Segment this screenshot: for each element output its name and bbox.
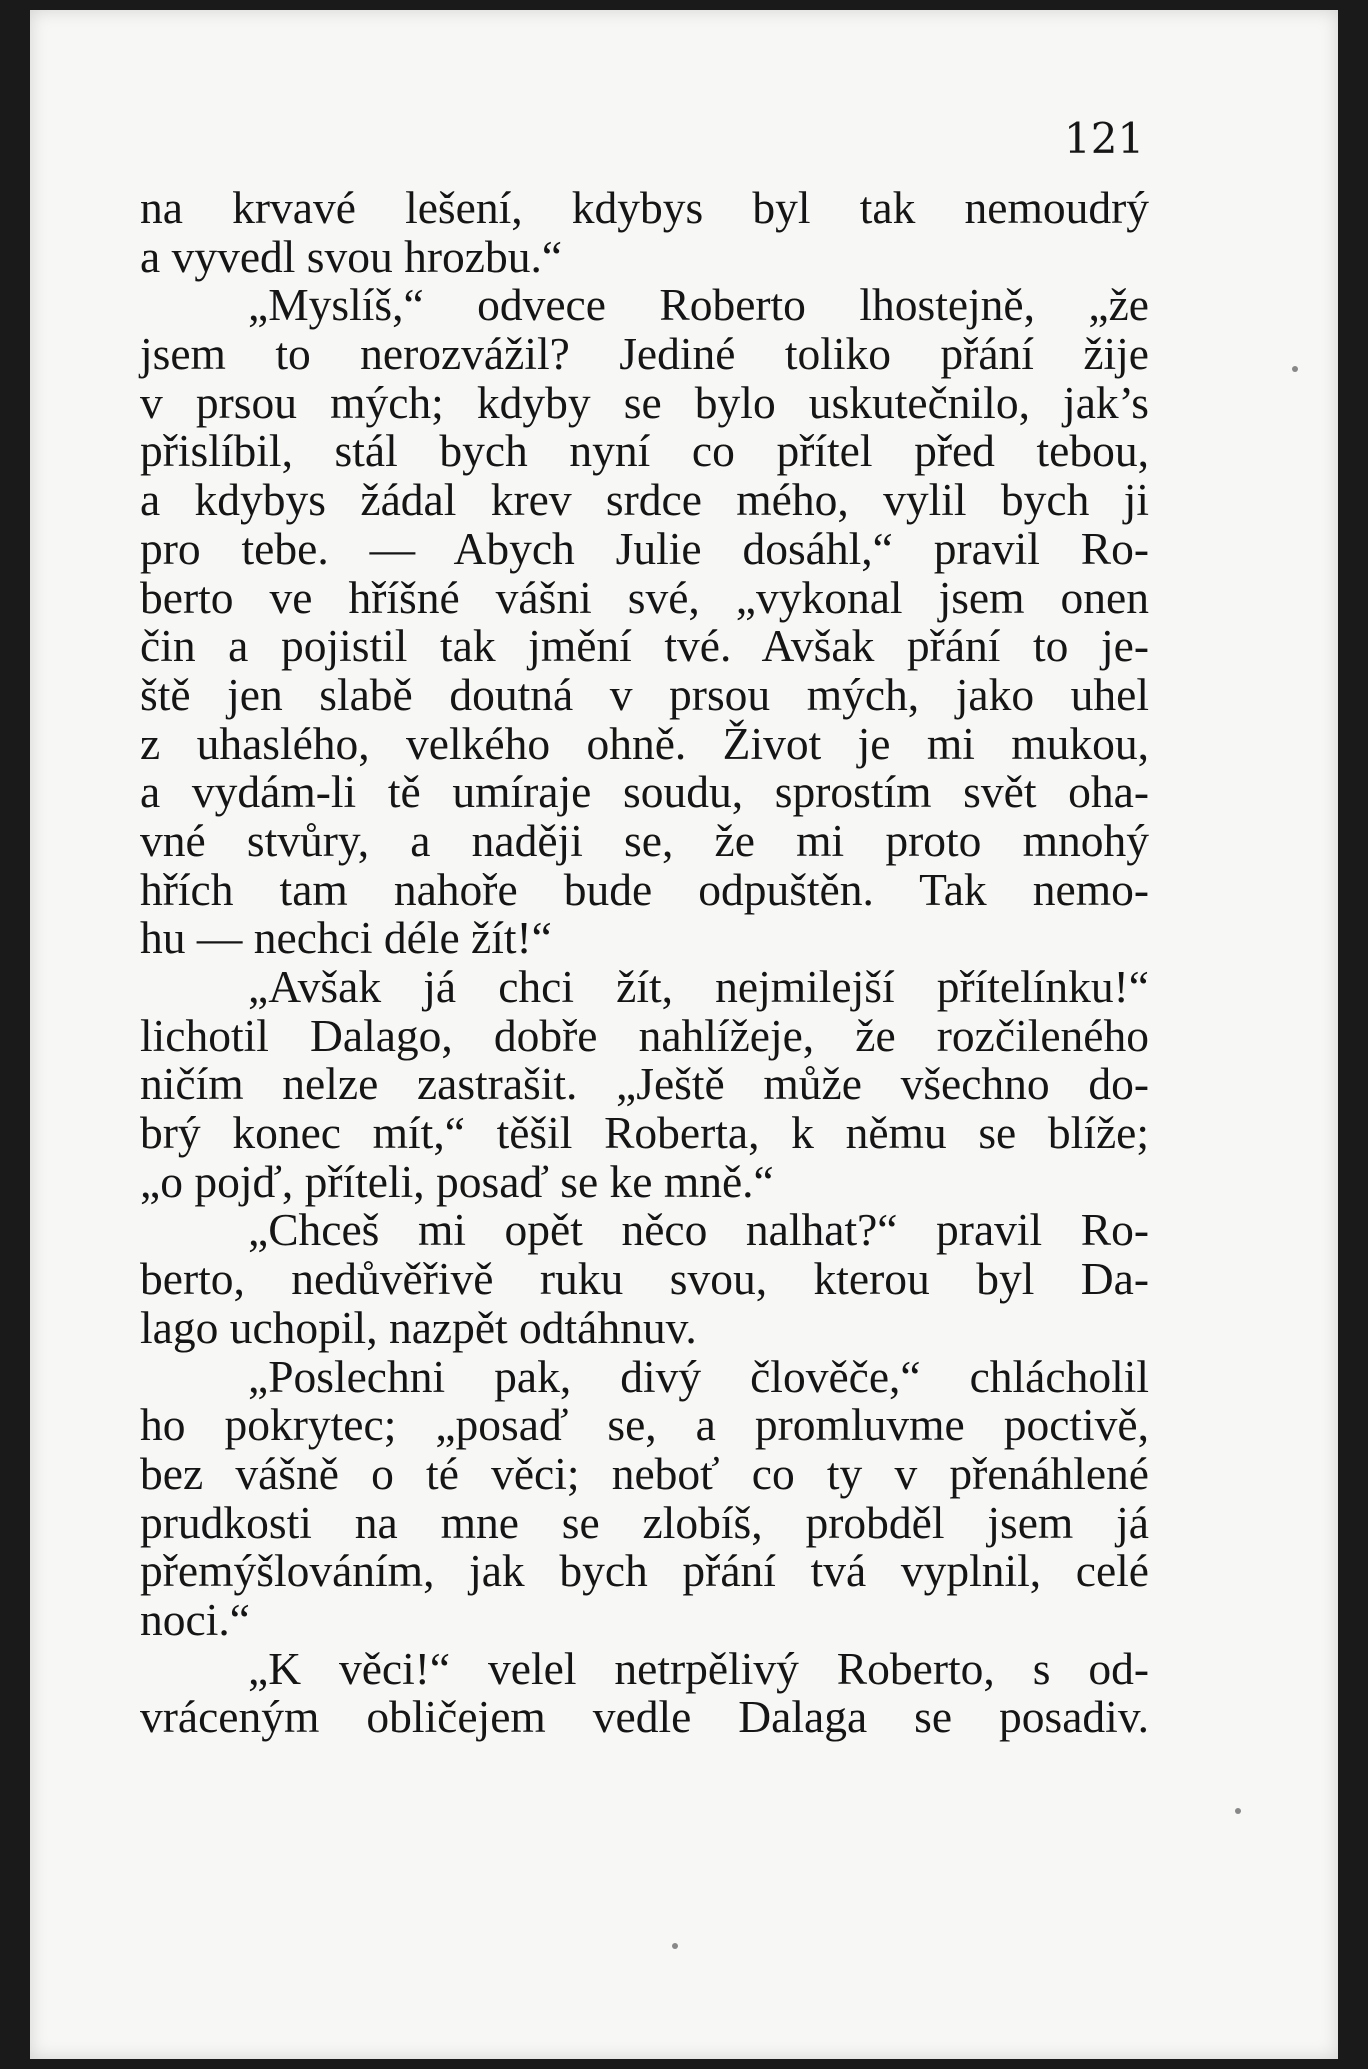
paper-speck: [1292, 366, 1298, 372]
body-text: [140, 184, 1149, 1742]
text-line: přislíbil, stál bych nyní co přítel před tebou,: [140, 425, 1149, 477]
text-line: ště jen slabě doutná v prsou mých, jako uhel: [140, 668, 1149, 720]
text-line: „Poslechni pak, divý člověče,“ chlácholil: [248, 1350, 1149, 1402]
text-line: a vyvedl svou hrozbu.“: [140, 230, 563, 282]
text-line: „Myslíš,“ odvece Roberto lhostejně, „že: [248, 279, 1149, 331]
text-line: jsem to nerozvážil? Jediné toliko přání žije: [140, 328, 1149, 380]
paper-speck: [1235, 1808, 1241, 1814]
text-line: vné stvůry, a naději se, že mi proto mnohý: [140, 814, 1149, 866]
text-line: vráceným obličejem vedle Dalaga se posadiv.: [140, 1691, 1149, 1743]
text-line: pro tebe. — Abych Julie dosáhl,“ pravil Ro-: [140, 522, 1149, 574]
text-line: berto ve hříšné vášni své, „vykonal jsem onen: [140, 571, 1149, 623]
text-line: lichotil Dalago, dobře nahlížeje, že rozčileného: [140, 1009, 1149, 1061]
paper-speck: [672, 1943, 678, 1949]
text-line: hřích tam nahoře bude odpuštěn. Tak nemo-: [140, 863, 1149, 915]
text-line: noci.“: [140, 1593, 250, 1645]
text-line: a kdybys žádal krev srdce mého, vylil bych ji: [140, 474, 1149, 526]
text-line: a vydám-li tě umíraje soudu, sprostím svět oha-: [140, 766, 1149, 818]
text-line: „K věci!“ velel netrpělivý Roberto, s od-: [248, 1642, 1149, 1694]
text-line: „o pojď, příteli, posaď se ke mně.“: [140, 1155, 774, 1207]
text-line: ho pokrytec; „posaď se, a promluvme poctivě,: [140, 1399, 1149, 1451]
text-line: „Avšak já chci žít, nejmilejší přítelínku!“: [248, 961, 1149, 1012]
text-line: na krvavé lešení, kdybys byl tak nemoudrý: [140, 182, 1149, 233]
text-line: v prsou mých; kdyby se bylo uskutečnilo, jak’s: [140, 376, 1149, 428]
text-line: berto, nedůvěřivě ruku svou, kterou byl Da-: [140, 1253, 1149, 1305]
text-line: přemýšlováním, jak bych přání tvá vyplnil, celé: [140, 1545, 1149, 1597]
text-line: ničím nelze zastrašit. „Ještě může všechno do-: [140, 1058, 1149, 1110]
text-line: brý konec mít,“ těšil Roberta, k němu se blíže;: [140, 1107, 1149, 1159]
book-page: [30, 10, 1338, 2059]
text-line: bez vášně o té věci; neboť co ty v přenáhlené: [140, 1447, 1149, 1499]
text-line: čin a pojistil tak jmění tvé. Avšak přání to je-: [140, 620, 1149, 672]
text-line: hu — nechci déle žít!“: [140, 912, 552, 964]
text-line: z uhaslého, velkého ohně. Život je mi mukou,: [140, 717, 1149, 769]
text-line: lago uchopil, nazpět odtáhnuv.: [140, 1301, 697, 1353]
text-line: „Chceš mi opět něco nalhat?“ pravil Ro-: [248, 1204, 1149, 1256]
text-line: prudkosti na mne se zlobíš, probděl jsem já: [140, 1496, 1149, 1548]
page-number: 121: [1064, 114, 1145, 163]
